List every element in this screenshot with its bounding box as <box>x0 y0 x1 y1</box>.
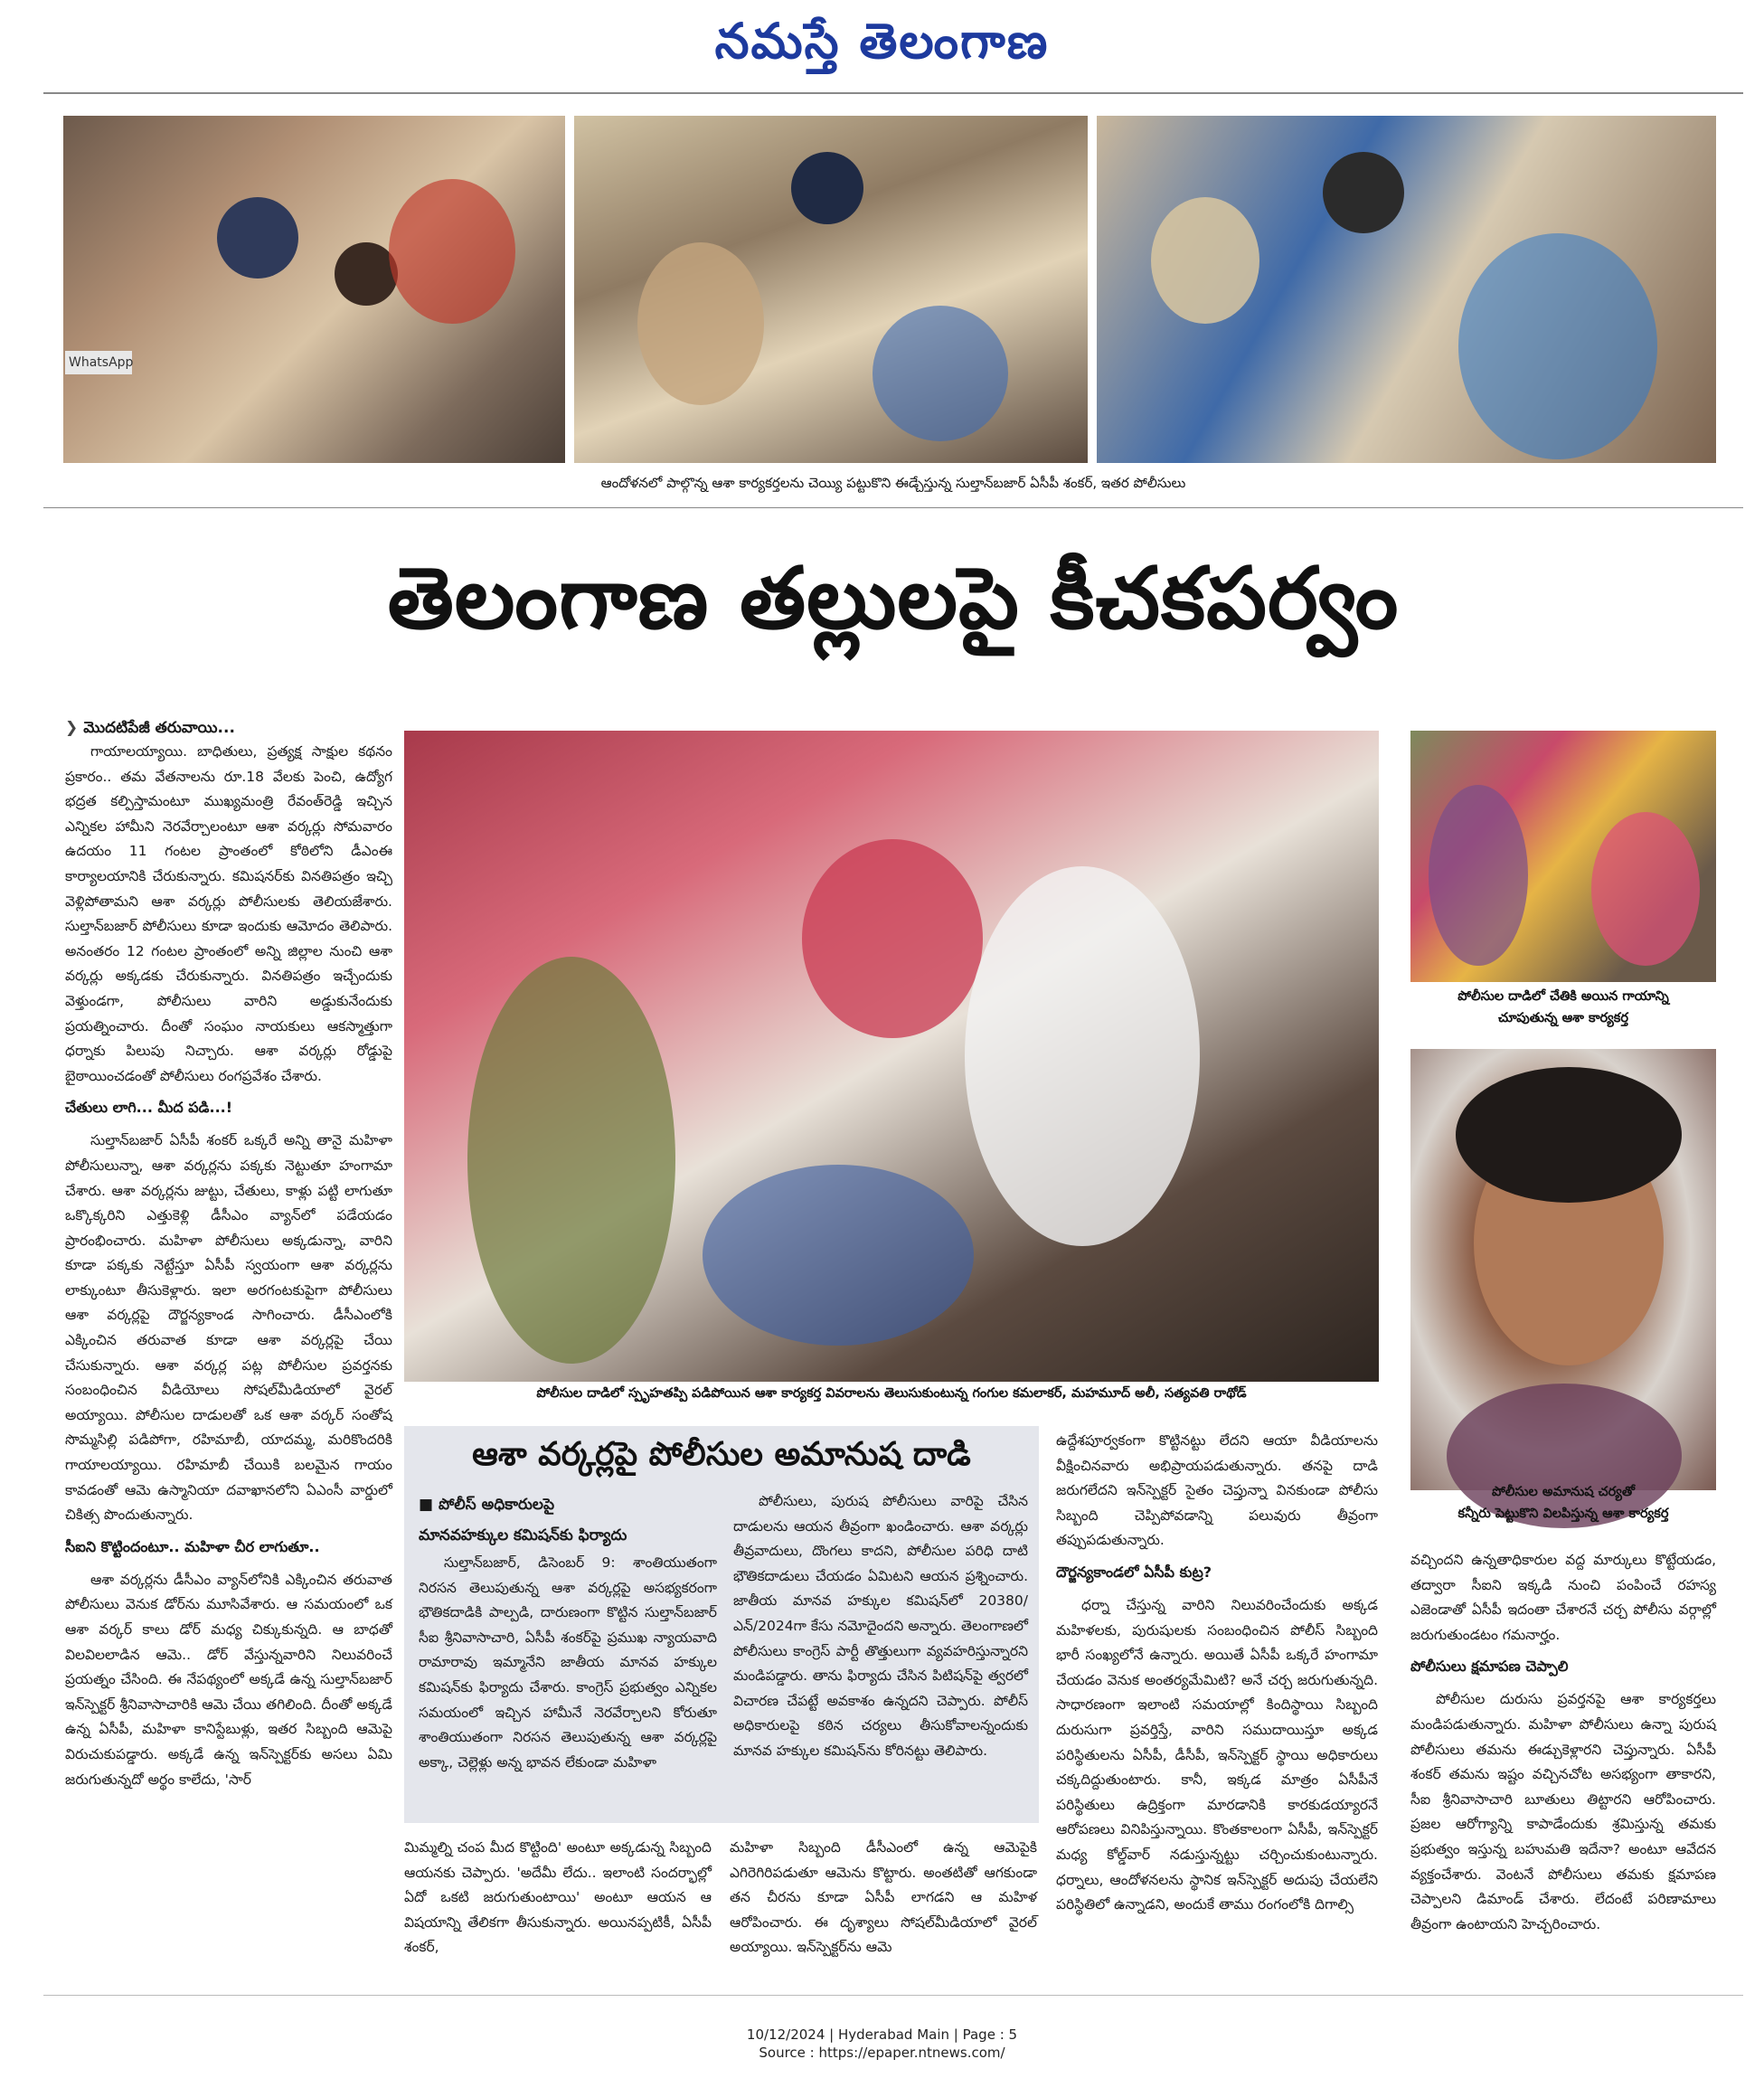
column-4 <box>1056 1429 1378 1944</box>
right-photo-1-caption <box>1410 986 1716 1029</box>
col1-paragraph-1: గాయాలయ్యాయి. బాధితులు, ప్రత్యక్ష సాక్షుల కథనం ప్రకారం.. తమ వేతనాలను రూ.18 వేలకు పెంచి, ఉద్యోగ భద్రత కల్పిస్తామంటూ ముఖ్యమంత్రి రేవంత్‌రెడ్డి ఇచ్చిన ఎన్నికల హామీని నెరవేర్చాలంటూ ఆశా వర్కర్లు సోమవారం ఉదయం 11 గంటల ప్రాంతంలో కోఠిలోని డీఎంఈ కార్యాలయానికి చేరుకున్నారు. కమిషనర్‌కు వినతిపత్రం ఇచ్చి వెళ్లిపోతామని ఆశా వర్కర్లు పోలీసులకు తెలియజేశారు. సుల్తాన్‌బజార్ పోలీసులు కూడా ఇందుకు ఆమోదం తెలిపారు. అనంతరం 12 గంటల ప్రాంతంలో అన్ని జిల్లాల నుంచి ఆశా వర్కర్లు అక్కడకు చేరుకున్నారు. వినతిపత్రం ఇచ్చేందుకు వెళ్తుండగా, పోలీసులు వారిని అడ్డుకునేందుకు ప్రయత్నించారు. దీంతో సంఘం నాయకులు ఆకస్మాత్తుగా ధర్నాకు పిలుపు నిచ్చారు. ఆశా వర్కర్లు రోడ్డుపై బైఠాయించడంతో పోలీసులు రంగప్రవేశం చేశారు. <box>65 743 392 1084</box>
box-headline: ఆశా వర్కర్లపై పోలీసుల అమానుష దాడి <box>404 1426 1039 1484</box>
col2-cont-paragraph: మిమ్మల్ని చంప మీద కొట్టింది' అంటూ అక్కడున్న సిబ్బంది ఆయనకు చెప్పారు. 'అదేమీ లేదు.. ఇలాంటి సందర్భాల్లో ఏదో ఒకటి జరుగుతుంటాయి' అంటూ ఆయన ఆ విషయాన్ని తేలికగా తీసుకున్నారు. అయినప్పటికీ, ఏసీపీ శంకర్, <box>404 1839 712 1956</box>
box-column-2 <box>733 1489 1028 1819</box>
top-photo-3 <box>1097 116 1716 463</box>
column-1 <box>65 716 392 1946</box>
right-paragraph-2: పోలీసుల దురుసు ప్రవర్తనపై ఆశా కార్యకర్తలు మండిపడుతున్నారు. మహిళా పోలీసులు ఉన్నా పురుష పోలీసులు తమను ఈడ్చుకెళ్లారని చెప్తున్నారు. ఏసీపీ శంకర్ తమను ఇష్టం వచ్చినచోట అసభ్యంగా తాకారని, సీఐ శ్రీనివాసాచారి బూతులు తిట్టారని ఆరోపించారు. ప్రజల ఆరోగ్యాన్ని కాపాడేందుకు శ్రమిస్తున్న తమకు ప్రభుత్వం ఇస్తున్న బహుమతి ఇదేనా? అంటూ ఆవేదన వ్యక్తంచేశారు. వెంటనే పోలీసులు తమకు క్షమాపణ చెప్పాలని డిమాండ్ చేశారు. లేదంటే పరిణామాలు తీవ్రంగా ఉంటాయని హెచ్చరించారు. <box>1410 1691 1716 1932</box>
box-tagline-1 <box>419 1489 717 1520</box>
box-body <box>404 1484 1039 1823</box>
masthead: నమస్తే తెలంగాణ <box>714 12 1050 70</box>
caption-rule <box>43 507 1743 508</box>
right-caption-2-line-1: పోలీసుల అమానుష చర్యతో <box>1491 1485 1636 1499</box>
box-column-1 <box>419 1489 717 1819</box>
kicker-text: మొదటిపేజీ తరువాయి... <box>83 719 235 737</box>
column-3-continuation <box>730 1836 1037 1956</box>
center-photo-caption: పోలీసుల దాడిలో స్పృహతప్పి పడిపోయిన ఆశా కార్యకర్త వివరాలను తెలుసుకుంటున్న గంగుల కమలాకర్, మహమూద్ అలీ, సత్యవతి రాథోడ్ <box>536 1386 1247 1401</box>
col4-subhead-1: దౌర్జన్యకాండలో ఏసీపీ కుట్ర? <box>1056 1563 1212 1581</box>
right-photo-2 <box>1410 1049 1716 1490</box>
footer <box>0 2026 1764 2062</box>
center-photo <box>404 731 1379 1382</box>
top-photo-1 <box>63 116 565 463</box>
whatsapp-signage: WhatsApp <box>65 351 132 374</box>
main-headline: తెలంగాణ తల్లులపై కీచకపర్వం <box>387 549 1400 648</box>
right-paragraph-1: వచ్చిందని ఉన్నతాధికారుల వద్ద మార్కులు కొట్టేయడం, తద్వారా సీఐని ఇక్కడి నుంచి పంపించే రహస్య ఎజెండాతో ఏసీపీ ఇదంతా చేశారనే చర్చ పోలీసు వర్గాల్లో జరుగుతుండటం గమనార్హం. <box>1410 1552 1716 1643</box>
continuation-kicker <box>65 716 392 740</box>
col3-cont-paragraph: మహిళా సిబ్బంది డీసీఎంలో ఉన్న ఆమెపైకి ఎగిరెగిరిపడుతూ ఆమెను కొట్టారు. అంతటితో ఆగకుండా తన చీరను కూడా ఏసీపీ లాగడని ఆ మహిళ ఆరోపించారు. ఈ దృశ్యాలు సోషల్‌మీడియాలో వైరల్ అయ్యాయి. ఇన్‌స్పెక్టర్‌ను ఆమె <box>730 1839 1037 1956</box>
tagline-1-text: పోలీస్ అధికారులపై <box>438 1496 555 1514</box>
bullet-square-icon: ■ <box>419 1496 439 1514</box>
top-photo-2 <box>574 116 1088 463</box>
chevron-right-icon: ❯ <box>65 719 79 737</box>
right-caption-1-line-1: పోలీసుల దాడిలో చేతికి అయిన గాయాన్ని <box>1457 989 1669 1004</box>
col1-paragraph-3: ఆశా వర్కర్లను డీసీఎం వ్యాన్‌లోనికి ఎక్కించిన తరువాత పోలీసులు వెనుక డోర్‌ను మూసివేశారు. ఆ సమయంలో ఒక ఆశా వర్కర్ కాలు డోర్ మధ్య చిక్కుకున్నది. ఆ బాధతో విలవిలలాడిన ఆమె.. డోర్ వేస్తున్నవారిని నిలువరించే ప్రయత్నం చేసింది. ఈ నేపథ్యంలో అక్కడే ఉన్న సుల్తాన్‌బజార్ ఇన్‌స్పెక్టర్ శ్రీనివాసాచారికి ఆమె చేయి తగిలింది. దీంతో అక్కడే ఉన్న ఏసీపీ, మహిళా కానిస్టేబుళ్లు, ఇతర సిబ్బంది ఆమెపై విరుచుకుపడ్డారు. అక్కడే ఉన్న ఇన్‌స్పెక్టర్‌కు అసలు ఏమి జరుగుతున్నదో అర్థం కాలేదు, 'సార్ <box>65 1571 392 1788</box>
col4-paragraph-2: ధర్నా చేస్తున్న వారిని నిలువరించేందుకు అక్కడ మహిళలకు, పురుషులకు సంబంధించిన పోలీస్ సిబ్బంది భారీ సంఖ్యలోనే ఉన్నారు. అయితే ఏసీపీ ఒక్కరే హంగామా చేయడం వెనుక అంతర్యమేమిటి? అనే చర్చ జరుగుతున్నది. సాధారణంగా ఇలాంటి సమయాల్లో కిందిస్థాయి సిబ్బంది దురుసుగా ప్రవర్తిస్తే, వారిని సముదాయిస్తూ అక్కడ పరిస్థితులను ఏసీపీ, డీసీపీ, ఇన్‌స్పెక్టర్ స్థాయి అధికారులు చక్కదిద్దుతుంటారు. కానీ, ఇక్కడ మాత్రం ఏసీపీనే పరిస్థితులు ఉద్రిక్తంగా మారడానికి కారకుడయ్యారనే ఆరోపణలు వినిపిస్తున్నాయి. కొంతకాలంగా ఏసీపీ, ఇన్‌స్పెక్టర్ మధ్య కోల్డ్‌వార్ నడుస్తున్నట్టు చర్చించుకుంటున్నారు. ధర్నాలు, ఆందోళనలను స్థానిక ఇన్‌స్పెక్టర్ అదుపు చేయలేని పరిస్థితిలో ఉన్నాడని, అందుకే తాము రంగంలోకి దిగాల్సి <box>1056 1596 1378 1913</box>
column-2-continuation <box>404 1836 712 1956</box>
box-paragraph-2: పోలీసులు, పురుష పోలీసులు వారిపై చేసిన దాడులను ఆయన తీవ్రంగా ఖండించారు. ఆశా వర్కర్లు తీవ్రవాదులు, దొంగలు కాదని, పోలీసుల పరిధి దాటి భౌతికదాడులు చేయడం ఏమిటని ఆయన ప్రశ్నించారు. జాతీయ మానవ హక్కుల కమిషన్‌లో 20380/ఎన్/2024గా కేసు నమోదైందని అన్నారు. తెలంగాణలో పోలీసులు కాంగ్రెస్ పార్టీ తొత్తులుగా వ్యవహరిస్తున్నారని మండిపడ్డారు. తాను ఫిర్యాదు చేసిన పిటిషన్‌పై త్వరలో విచారణ చేపట్టే అవకాశం ఉన్నదని చెప్పారు. పోలీస్ అధికారులపై కఠిన చర్యలు తీసుకోవాలన్నందుకు మానవ హక్కుల కమిషన్‌ను కోరినట్టు తెలిపారు. <box>733 1493 1028 1759</box>
right-caption-1-line-2: చూపుతున్న ఆశా కార్యకర్త <box>1498 1011 1628 1025</box>
footer-rule <box>43 1995 1743 1996</box>
right-subhead-1: పోలీసులు క్షమాపణ చెప్పాలి <box>1410 1658 1569 1676</box>
footer-source: Source : https://epaper.ntnews.com/ <box>759 2045 1005 2061</box>
box-tagline-2: మానవహక్కుల కమిషన్‌కు ఫిర్యాదు <box>419 1526 627 1544</box>
right-photo-1 <box>1410 731 1716 982</box>
col1-paragraph-2: సుల్తాన్‌బజార్ ఏసీపీ శంకర్ ఒక్కరే అన్ని తానై మహిళా పోలీసులున్నా, ఆశా వర్కర్లను పక్కకు నెట్టుతూ హంగామా చేశారు. ఆశా వర్కర్లను జుట్టు, చేతులు, కాళ్లు పట్టి లాగుతూ ఒక్కొక్కరిని ఎత్తుకెళ్లి డీసీఎం వ్యాన్‌లో పడేయడం ప్రారంభించారు. మహిళా పోలీసులు అక్కడున్నా, వారిని కూడా పక్కకు నెట్టేస్తూ ఏసీపీ స్వయంగా ఆశా వర్కర్లను లాక్కుంటూ తీసుకెళ్లారు. ఇలా అరగంటకుపైగా పోలీసులు ఆశా వర్కర్లపై దౌర్జన్యకాండ సాగించారు. డీసీఎంలోకి ఎక్కించిన తరువాత కూడా ఆశా వర్కర్లపై చేయి చేసుకున్నారు. ఆశా వర్కర్ల పట్ల పోలీసుల ప్రవర్తనకు సంబంధించిన వీడియోలు సోషల్‌మీడియాలో వైరల్ అయ్యాయి. పోలీసుల దాడులతో ఒక ఆశా వర్కర్ సంతోష సొమ్మసిల్లి పడిపోగా, రహిమాబీ, యాదమ్మ, మరికొందరికి గాయాలయ్యాయి. రహిమాబీ చేయికి బలమైన గాయం కావడంతో ఆమె ఉస్మానియా దవాఖానలోని ఏఎంసీ వార్డులో చికిత్స పొందుతున్నారు. <box>65 1132 392 1524</box>
footer-dateline: 10/12/2024 | Hyderabad Main | Page : 5 <box>746 2026 1018 2043</box>
col1-subhead-2: సీఐని కొట్టిందంటూ.. మహిళా చీర లాగుతూ.. <box>65 1537 320 1555</box>
right-photo-2-caption <box>1410 1481 1716 1525</box>
top-photo-caption: ఆందోళనలో పాల్గొన్న ఆశా కార్యకర్తలను చెయ్యి పట్టుకొని ఈడ్చేస్తున్న సుల్తాన్‌బజార్ ఏసీపీ శంకర్, ఇతర పోలీసులు <box>600 475 1186 491</box>
masthead-rule <box>43 92 1743 94</box>
col4-paragraph-1: ఉద్దేశపూర్వకంగా కొట్టినట్టు లేదని ఆయా వీడియాలను వీక్షించినవారు అభిప్రాయపడుతున్నారు. తనపై దాడి జరుగలేదని ఇన్‌స్పెక్టర్ సైతం చెప్తున్నా వినకుండా పోలీసు సిబ్బంది చెప్పిపోవడాన్ని పలువురు తీవ్రంగా తప్పుపడుతున్నారు. <box>1056 1432 1378 1549</box>
col1-subhead-1: చేతులు లాగి... మీద పడి...! <box>65 1099 233 1117</box>
right-caption-2-line-2: కన్నీరు పెట్టుకొని విలపిస్తున్న ఆశా కార్యకర్త <box>1457 1507 1669 1521</box>
box-paragraph-1: సుల్తాన్‌బజార్, డిసెంబర్ 9: శాంతియుతంగా నిరసన తెలుపుతున్న ఆశా వర్కర్లపై అసభ్యకరంగా భౌతికదాడికి పాల్పడి, దారుణంగా కొట్టిన సుల్తాన్‌బజార్ సీఐ శ్రీనివాసాచారి, ఏసీపీ శంకర్‌పై ప్రముఖ న్యాయవాది రామారావు ఇమ్మానేని జాతీయ మానవ హక్కుల కమిషన్‌కు ఫిర్యాదు చేశారు. కాంగ్రెస్ ప్రభుత్వం ఎన్నికల సమయంలో ఇచ్చిన హామీనే నెరవేర్చాలని కోరుతూ శాంతియుతంగా నిరసన తెలుపుతున్న ఆశా వర్కర్లపై అక్కా, చెల్లెళ్లు అన్న భావన లేకుండా మహిళా <box>419 1554 717 1771</box>
right-column-text <box>1410 1548 1716 1946</box>
